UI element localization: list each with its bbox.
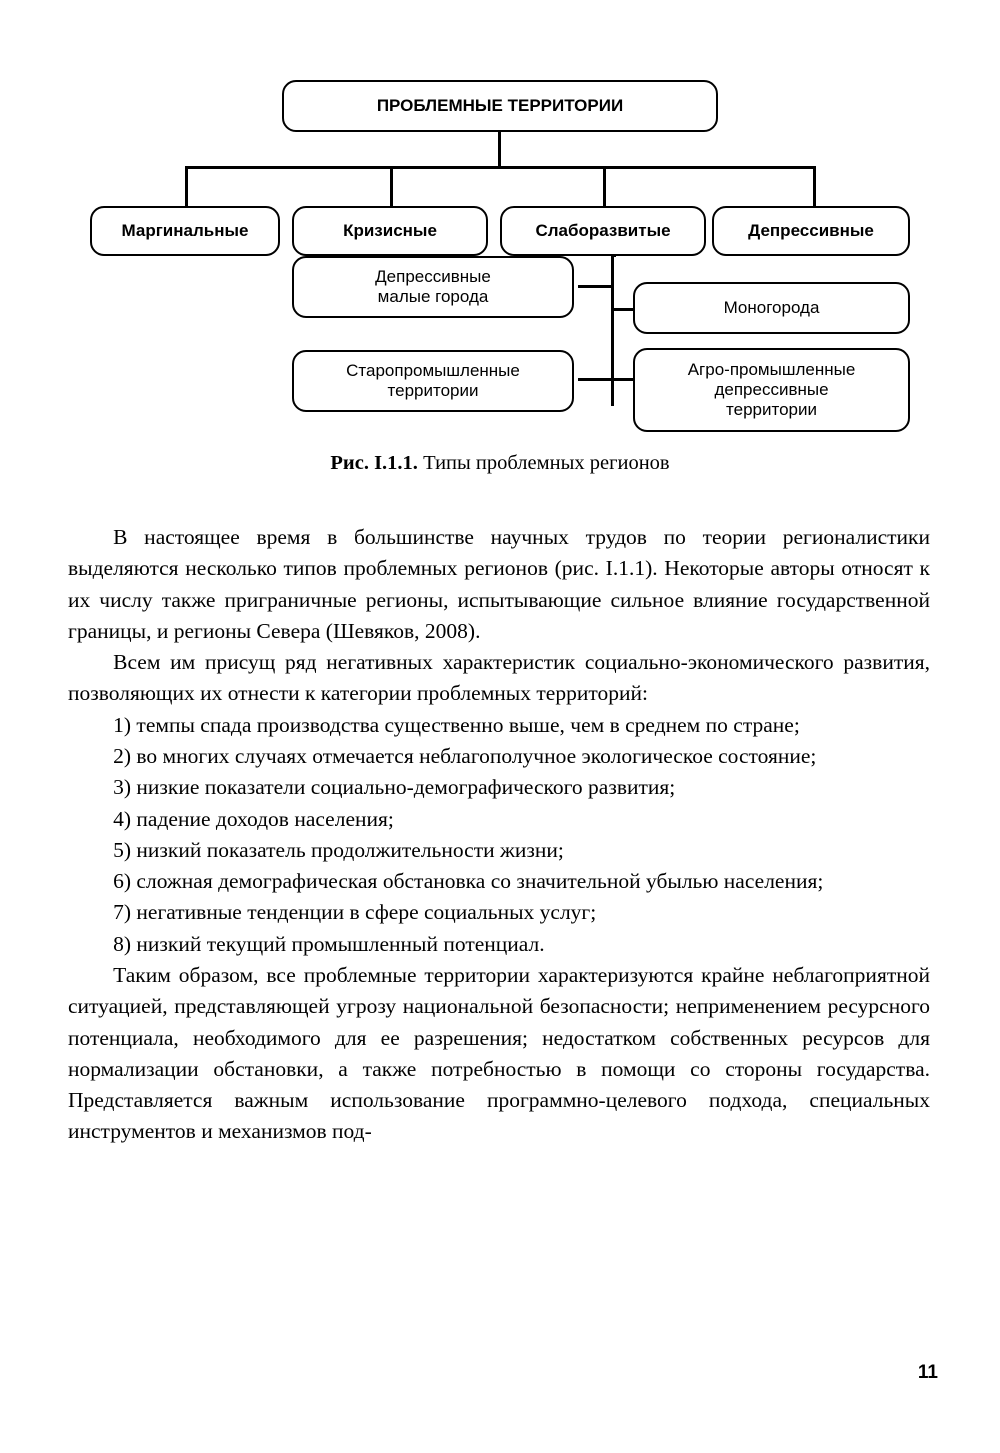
paragraph-9: 7) негативные тенденции в сфере социальных услуг; (113, 900, 597, 925)
diagram-node-monotowns-label: Моногорода (723, 297, 820, 317)
connector-level2-drop-3 (603, 166, 606, 206)
connector-level2-drop-1 (185, 166, 188, 206)
page-number: 11 (917, 1362, 938, 1383)
diagram-node-crisis (292, 206, 488, 256)
diagram-node-root-label: ПРОБЛЕМНЫЕ ТЕРРИТОРИИ (376, 95, 624, 115)
paragraph-3: 1) темпы спада производства существенно выше, чем в среднем по стране; (113, 712, 800, 737)
paragraph-8: 6) сложная демографическая обстановка со значительной убылью населения; (113, 869, 824, 894)
diagram-node-monotowns (633, 282, 910, 334)
diagram-node-depressive (712, 206, 910, 256)
paragraph-5: 3) низкие показатели социально-демографического развития; (113, 775, 676, 800)
connector-level2-bus (185, 166, 813, 169)
body-text (68, 522, 930, 1148)
connector-level3-stub-right-top (611, 308, 633, 311)
connector-level3-stub-left-top (578, 285, 614, 288)
diagram-node-old-industrial-line1: Старопромышленные (346, 360, 520, 380)
connector-level2-drop-4 (813, 166, 816, 206)
diagram-node-agro-industrial-line3: территории (726, 400, 817, 420)
diagram-node-old-industrial (292, 350, 574, 412)
paragraph-11: Таким образом, все проблемные территории характеризуются крайне неблагоприятной ситуацией, представляющей угрозу национальной безопасности; неприменением ресурсного потенциала, необходимого для ее разрешения; недостатком собственных ресурсов для нормализации обстановки, а также потребностью в помощи со стороны государства. Представляется важным использование программно-целевого подхода, специальных инструментов и механизмов под- (68, 962, 930, 1144)
paragraph-4: 2) во многих случаях отмечается неблагополучное экологическое состояние; (113, 743, 817, 768)
paragraph-7: 5) низкий показатель продолжительности жизни; (113, 837, 564, 862)
diagram-node-underdeveloped-label: Слаборазвитые (535, 220, 671, 240)
paragraph-10: 8) низкий текущий промышленный потенциал. (113, 931, 545, 956)
connector-depressive-vert (611, 256, 614, 406)
diagram-node-marginal-label: Маргинальные (121, 220, 249, 240)
diagram-node-depressed-small-towns-line2: малые города (377, 287, 489, 306)
connector-level2-drop-2 (390, 166, 393, 206)
diagram-node-old-industrial-line2: территории (387, 381, 479, 400)
paragraph-2: Всем им присущ ряд негативных характеристик социально-экономического развития, позволяющих их отнести к категории проблемных территорий: (68, 650, 930, 706)
figure-caption-label: Рис. I.1.1. (330, 452, 418, 474)
diagram-node-depressive-label: Депрессивные (748, 220, 874, 240)
diagram-node-agro-industrial (633, 348, 910, 432)
diagram-node-root (282, 80, 718, 132)
paragraph-6: 4) падение доходов населения; (113, 806, 394, 831)
diagram-node-agro-industrial-line2: депрессивные (714, 379, 829, 399)
connector-level3-stub-left-bottom (578, 378, 614, 381)
diagram-node-underdeveloped (500, 206, 706, 256)
diagram-node-depressed-small-towns-line1: Депрессивные (375, 266, 491, 286)
figure-caption-text: Типы проблемных регионов (417, 452, 670, 474)
connector-root-down (498, 132, 501, 166)
paragraph-1: В настоящее время в большинстве научных трудов по теории регионалистики выделяются несколько типов проблемных регионов (рис. I.1.1). Некоторые авторы относят к их числу также приграничные регионы, испытывающие сильное влияние государственной границы, и регионы Севера (Шевяков, 2008). (68, 525, 930, 643)
diagram-node-agro-industrial-line1: Агро-промышленные (687, 359, 856, 379)
diagram-node-depressed-small-towns (292, 256, 574, 318)
diagram-node-crisis-label: Кризисные (343, 220, 437, 240)
figure-caption (0, 452, 1000, 475)
diagram-node-marginal (90, 206, 280, 256)
figure-diagram (60, 60, 940, 460)
connector-level3-stub-right-bottom (611, 378, 635, 381)
